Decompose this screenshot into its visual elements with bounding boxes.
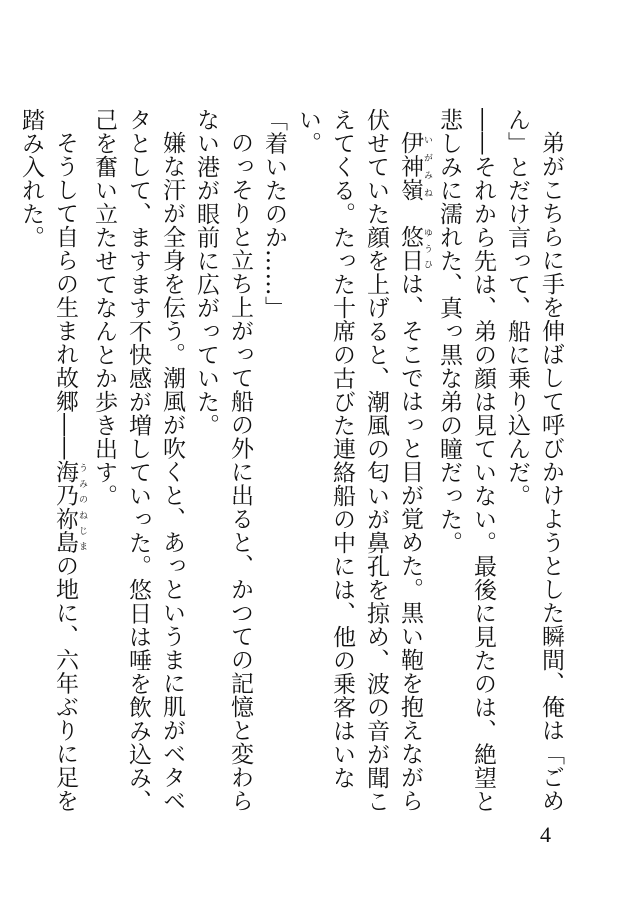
ruby-reading-yuuhi: ゆうひ	[422, 225, 432, 272]
ruby-base-yuuhi: 悠日	[397, 225, 423, 272]
vertical-text-body	[14, 108, 568, 828]
ruby-reading-igamine: いがみね	[422, 131, 432, 202]
paragraph-4: 「着いたのか……」	[261, 108, 287, 320]
paragraph-6: 嫌な汗が全身を伝う。潮風が吹くと、あっというまに肌がベタベタとして、ますます不快感が増していった。悠日は唾を飲み込み、己を奮い立たせてなんとか歩き出す。	[91, 108, 185, 813]
ruby-reading-uminonejima: うみのねじま	[77, 460, 87, 554]
paragraph-5: のっそりと立ち上がって船の外に出ると、かつての記憶と変わらない港が眼前に広がっていた。	[193, 108, 253, 813]
ruby-base-uminonejima: 海乃祢島	[52, 460, 78, 554]
paragraph-7-text: の地に、六年ぶりに足を踏み入れた。	[18, 108, 78, 813]
paragraph-7-prefix: そうして自らの生まれ故郷――	[52, 131, 78, 460]
ruby-base-igamine: 伊神嶺	[397, 131, 423, 202]
page-number: 4	[540, 822, 551, 847]
ruby-yuuhi	[397, 225, 432, 272]
paragraph-1: 弟がこちらに手を伸ばして呼びかけようとした瞬間、俺は「ごめん」とだけ言って、船に乗り込んだ。	[504, 108, 564, 813]
paragraph-3	[291, 108, 432, 828]
paragraph-2: ――それから先は、弟の顔は見ていない。最後に見たのは、絶望と悲しみに濡れた、真っ黒な弟の瞳だった。	[436, 108, 496, 813]
ruby-igamine	[397, 131, 432, 202]
name-space	[397, 202, 423, 226]
ruby-uminonejima	[52, 460, 87, 554]
paragraph-7	[14, 108, 87, 828]
paragraph-3-text: は、そこではっと目が覚めた。黒い鞄を抱えながら伏せていた顔を上げると、潮風の匂いが鼻孔を掠め、波の音が聞こえてくる。たった十席の古びた連絡船の中には、他の乗客はいない。	[295, 108, 423, 813]
